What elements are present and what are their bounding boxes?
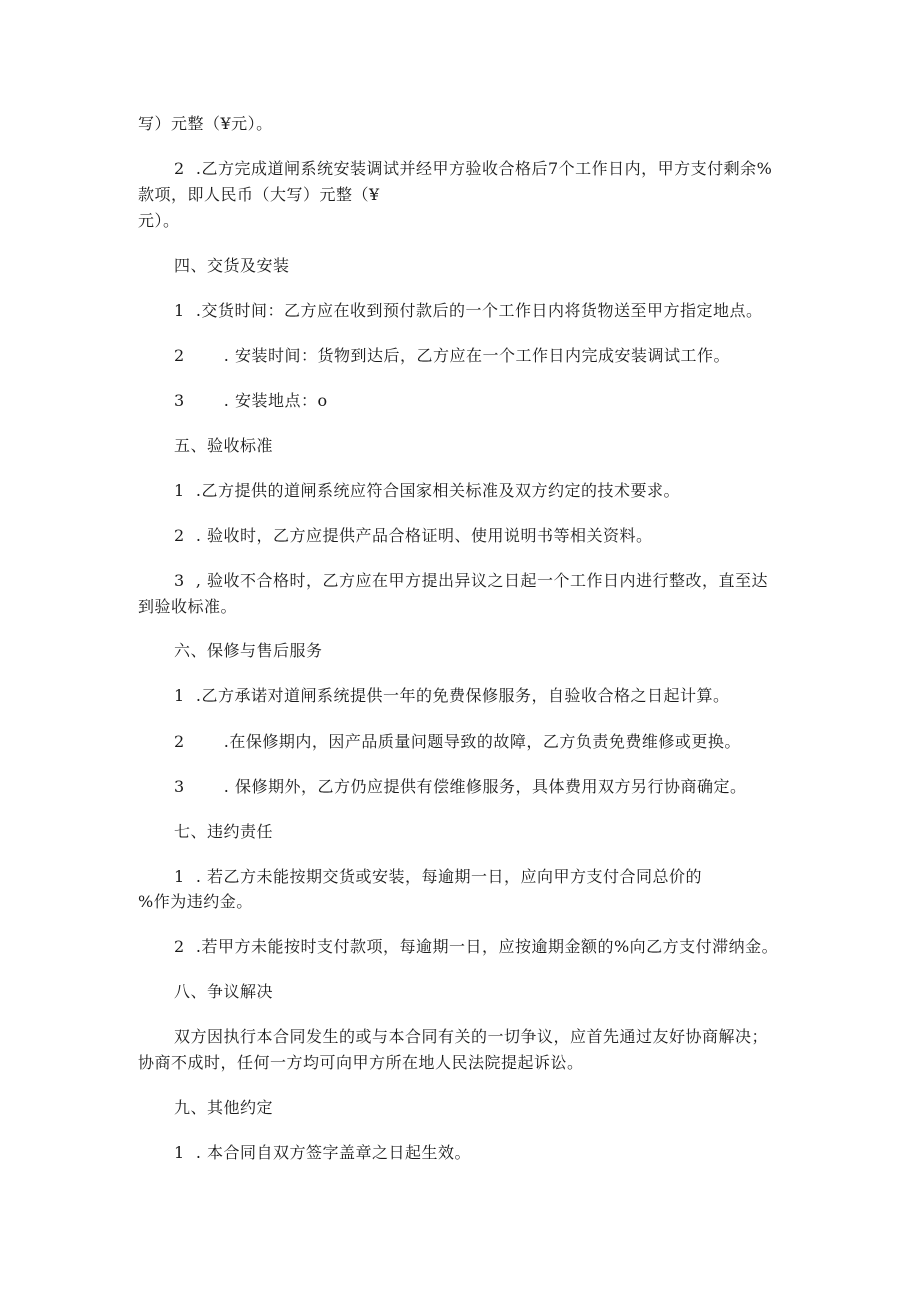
text-line: 写）元整（¥元）。 (138, 114, 273, 133)
text-line: 3 , 验收不合格时，乙方应在甲方提出异议之日起一个工作日内进行整改，直至达 (174, 571, 769, 590)
section-heading: 五、验收标准 (174, 436, 274, 455)
text-line: 3 . 安装地点：o (174, 391, 328, 410)
text-line: 元）。 (138, 211, 180, 230)
text-line: 到验收标准。 (138, 597, 238, 616)
text-line: 双方因执行本合同发生的或与本合同有关的一切争议，应首先通过友好协商解决； (174, 1027, 769, 1046)
text-line: 3 . 保修期外，乙方仍应提供有偿维修服务，具体费用双方另行协商确定。 (174, 777, 747, 796)
section-heading: 七、违约责任 (174, 822, 274, 841)
text-line: 1 .乙方承诺对道闸系统提供一年的免费保修服务，自验收合格之日起计算。 (174, 686, 730, 705)
text-line: 2 .乙方完成道闸系统安装调试并经甲方验收合格后7个工作日内，甲方支付剩余% (174, 159, 773, 178)
section-heading: 九、其他约定 (174, 1098, 274, 1117)
text-line: 1 . 本合同自双方签字盖章之日起生效。 (174, 1143, 472, 1162)
text-line: 2 . 安装时间：货物到达后，乙方应在一个工作日内完成安装调试工作。 (174, 346, 730, 365)
text-line: 2 . 验收时，乙方应提供产品合格证明、使用说明书等相关资料。 (174, 526, 653, 545)
section-heading: 六、保修与售后服务 (174, 641, 323, 660)
text-line: 1 .交货时间：乙方应在收到预付款后的一个工作日内将货物送至甲方指定地点。 (174, 301, 763, 320)
text-line: 1 . 若乙方未能按期交货或安装，每逾期一日，应向甲方支付合同总价的 (174, 867, 703, 886)
text-line: 款项，即人民币（大写）元整（¥ (138, 185, 380, 204)
section-heading: 八、争议解决 (174, 982, 274, 1001)
text-line: 2 .在保修期内，因产品质量问题导致的故障，乙方负责免费维修或更换。 (174, 732, 741, 751)
text-line: 协商不成时，任何一方均可向甲方所在地人民法院提起诉讼。 (138, 1053, 584, 1072)
text-line: 2 .若甲方未能按时支付款项，每逾期一日，应按逾期金额的%向乙方支付滞纳金。 (174, 937, 779, 956)
section-heading: 四、交货及安装 (174, 256, 290, 275)
text-line: %作为违约金。 (138, 892, 253, 911)
text-line: 1 .乙方提供的道闸系统应符合国家相关标准及双方约定的技术要求。 (174, 481, 680, 500)
